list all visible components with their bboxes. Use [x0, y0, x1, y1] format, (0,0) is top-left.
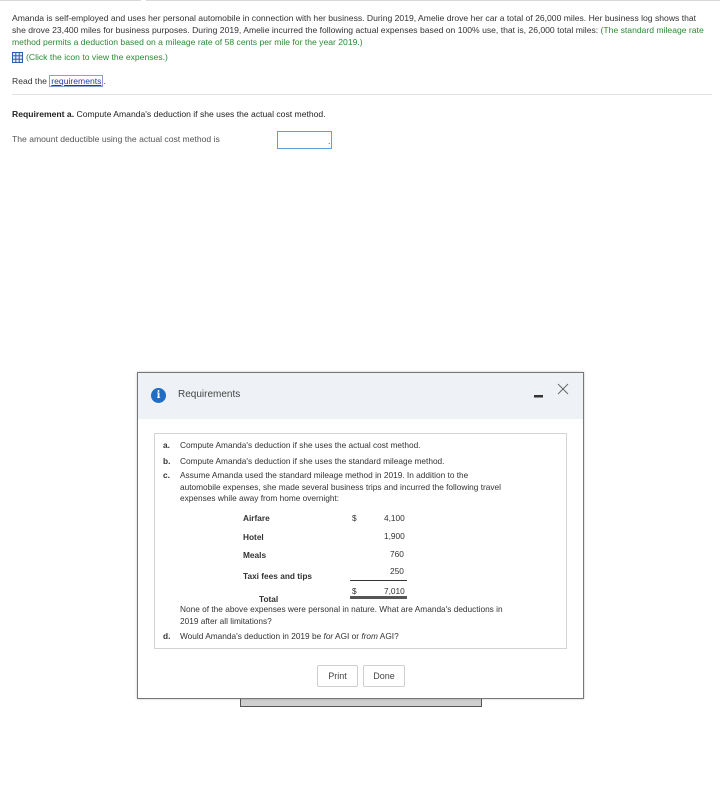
answer-prompt: The amount deductible using the actual cost method is	[12, 134, 220, 144]
requirement-a-text: Compute Amanda's deduction if she uses the actual cost method.	[76, 109, 326, 119]
item-text-part: AGI?	[377, 631, 399, 641]
item-text-part: Would Amanda's deduction in 2019 be	[180, 631, 324, 641]
expense-name: Airfare	[243, 513, 270, 523]
requirements-link[interactable]: requirements	[51, 76, 102, 86]
item-label: d.	[163, 631, 171, 641]
from-word: from	[361, 631, 378, 641]
print-button[interactable]: Print	[317, 665, 358, 687]
item-text: Assume Amanda used the standard mileage method in 2019. In addition to the	[180, 470, 469, 480]
item-text: automobile expenses, she made several business trips and incurred the following travel	[180, 482, 501, 492]
read-suffix: .	[103, 76, 106, 86]
requirement-a-heading	[12, 109, 326, 119]
mileage-rate-note: (The standard mileage rate method permits a deduction based on a mileage rate of 58 cents per mile for the year 2019.)	[12, 25, 704, 48]
requirements-dialog	[137, 372, 584, 699]
expense-name: Taxi fees and tips	[243, 571, 313, 581]
total-double-rule	[350, 596, 407, 599]
item-text-part: AGI or	[333, 631, 362, 641]
item-text	[180, 631, 399, 643]
expense-amount: 760	[390, 549, 404, 559]
top-border	[0, 0, 720, 3]
minimize-icon[interactable]	[534, 389, 544, 399]
problem-text: Amanda is self-employed and uses her personal automobile in connection with her business. During 2019, Amelie drove her car a total of 26,000 miles. Her business log shows that she drove 23,400 miles for business purposes. During 2019, Amelie incurred the following actual expenses based on 100% use, that is, 26,000 total miles:	[12, 13, 697, 36]
problem-statement	[12, 12, 710, 49]
dialog-title: Requirements	[178, 389, 241, 400]
close-icon[interactable]	[556, 382, 570, 396]
item-text: Compute Amanda's deduction if she uses the standard mileage method.	[180, 456, 445, 466]
note-line: 2019 after all limitations?	[180, 616, 272, 626]
done-button[interactable]: Done	[363, 665, 405, 687]
item-text: expenses while away from home overnight:	[180, 493, 340, 503]
expense-name: Hotel	[243, 532, 264, 542]
read-prefix: Read the	[12, 76, 47, 86]
expense-amount: 1,900	[384, 531, 405, 541]
requirements-content	[154, 433, 567, 649]
expense-name: Meals	[243, 550, 267, 560]
expense-amount: 250	[390, 566, 404, 576]
note-line: None of the above expenses were personal in nature. What are Amanda's deductions in	[180, 604, 503, 614]
item-label: a.	[163, 440, 170, 450]
total-amount: 7,010	[384, 586, 405, 596]
total-dollar: $	[352, 586, 357, 596]
expenses-icon-row	[12, 51, 168, 63]
info-icon: i	[151, 388, 166, 403]
total-label: Total	[259, 594, 279, 604]
divider	[12, 94, 712, 95]
table-icon[interactable]	[12, 52, 23, 63]
click-icon-hint: (Click the icon to view the expenses.)	[26, 52, 168, 62]
expense-amount: 4,100	[384, 513, 405, 523]
deduction-answer-input[interactable]	[277, 131, 332, 149]
item-label: c.	[163, 470, 170, 480]
dialog-header	[138, 373, 583, 419]
for-word: for	[323, 631, 334, 641]
subtotal-rule	[350, 580, 407, 581]
read-requirements-line	[12, 76, 106, 86]
item-label: b.	[163, 456, 171, 466]
item-text: Compute Amanda's deduction if she uses the actual cost method.	[180, 440, 421, 450]
expense-dollar: $	[352, 513, 357, 523]
requirement-a-label: Requirement a.	[12, 109, 75, 119]
answer-suffix: .	[328, 136, 331, 146]
